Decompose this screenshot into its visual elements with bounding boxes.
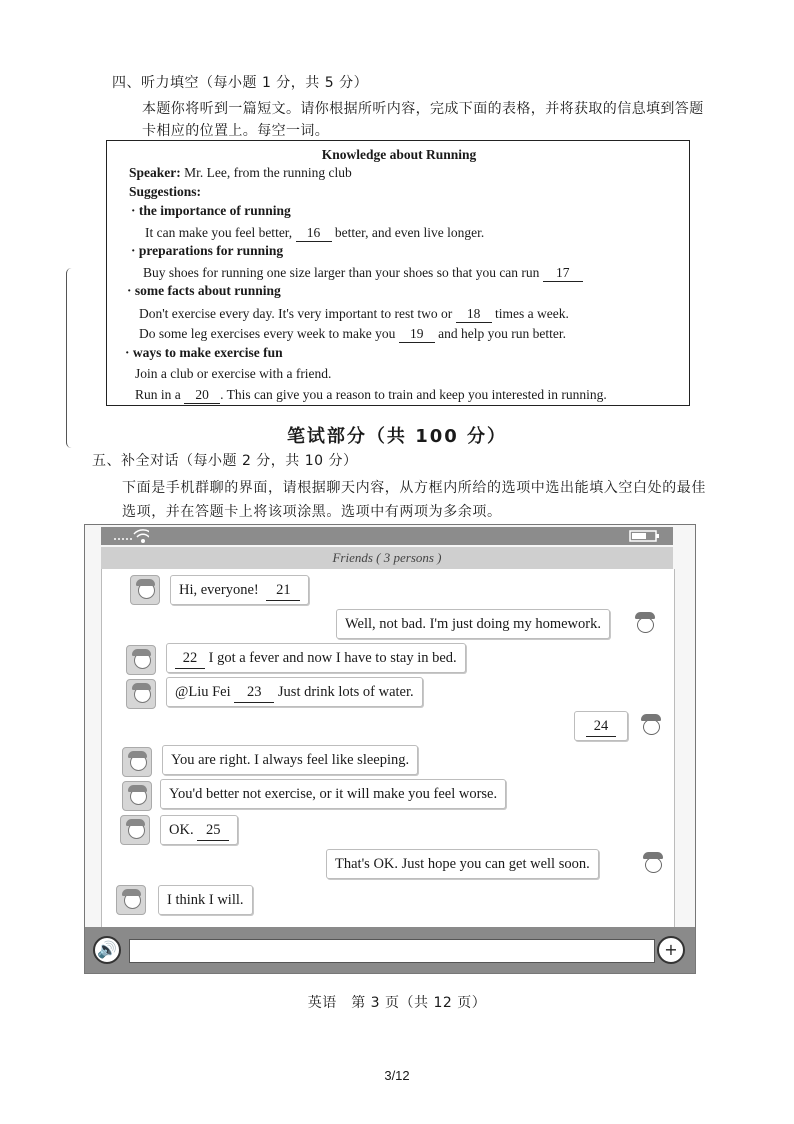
line-16: [145, 225, 484, 242]
page-indicator: 3/12: [384, 1068, 410, 1083]
avatar-icon: [116, 885, 146, 915]
chat-blank-22: 22: [175, 648, 205, 669]
line-20-text-a: Run in a: [135, 387, 181, 402]
chat-area: [101, 569, 675, 927]
line-19-text-b: and help you run better.: [438, 326, 567, 341]
line-18: [139, 306, 569, 323]
line-19-text-a: Do some leg exercises every week to make you: [139, 326, 396, 341]
line-18-text-b: times a week.: [495, 306, 569, 321]
heading-importance: · the importance of running: [131, 203, 291, 218]
written-part-heading: 笔试部分（共 100 分）: [286, 426, 508, 447]
chat-message-5: [574, 711, 628, 741]
chat-message-8-text: OK.: [169, 822, 194, 838]
chat-message-10: I think I will.: [158, 885, 253, 915]
section4-title: 四、听力填空（每小题 1 分，共 5 分）: [112, 75, 369, 91]
plus-icon: +: [657, 936, 685, 964]
heading-ways: · ways to make exercise fun: [125, 345, 283, 360]
message-input: [129, 939, 655, 963]
section5-instruction-text: 下面是手机群聊的界面，请根据聊天内容，从方框内所给的选项中选出能填入空白处的最佳选项，并在答题卡上将该项涂黑。选项中有两项为多余项。: [122, 480, 706, 520]
line-join: Join a club or exercise with a friend.: [135, 366, 332, 381]
chat-message-9: That's OK. Just hope you can get well soon.: [326, 849, 599, 879]
blank-16: 16: [296, 225, 332, 242]
avatar-icon: [642, 851, 664, 877]
line-19: [139, 326, 566, 343]
line-17: [143, 265, 583, 282]
chat-message-4-text: Just drink lots of water.: [277, 684, 414, 700]
voice-icon: 🔊: [93, 936, 121, 964]
chat-message-3: [166, 643, 466, 673]
knowledge-box: [106, 140, 690, 406]
avatar-icon: [126, 645, 156, 675]
chat-message-1-text: Hi, everyone!: [179, 582, 259, 598]
phone-chat-screen: [84, 524, 696, 974]
battery-icon: [629, 529, 661, 543]
pen-mark: [66, 268, 77, 448]
speaker-label: Speaker:: [129, 165, 181, 180]
suggestions-label: Suggestions:: [129, 184, 202, 199]
blank-18: 18: [456, 306, 492, 323]
chat-blank-25: 25: [197, 820, 229, 841]
chat-message-7: You'd better not exercise, or it will make you feel worse.: [160, 779, 506, 809]
avatar-icon: [126, 679, 156, 709]
chat-header: Friends ( 3 persons ): [101, 547, 673, 570]
avatar-icon: [130, 575, 160, 605]
heading-preparations: · preparations for running: [131, 243, 284, 258]
line-16-text-b: better, and even live longer.: [334, 225, 485, 240]
blank-19: 19: [399, 326, 435, 343]
page-footer: 英语 第 3 页（共 12 页）: [307, 995, 487, 1011]
chat-input-bar: [85, 927, 695, 973]
line-16-text-a: It can make you feel better,: [145, 225, 293, 240]
line-20-text-b: . This can give you a reason to train and keep you interested in running.: [220, 387, 607, 402]
avatar-icon: [122, 781, 152, 811]
avatar-icon: [640, 713, 662, 739]
status-bar: [101, 527, 673, 545]
avatar-icon: [122, 747, 152, 777]
heading-facts: · some facts about running: [127, 283, 281, 298]
chat-message-4-mention: @Liu Fei: [175, 684, 231, 700]
section4-instruction-text: 本题你将听到一篇短文。请你根据所听内容，完成下面的表格，并将获取的信息填到答题卡相应的位置上。每空一词。: [142, 101, 704, 139]
line-17-text: Buy shoes for running one size larger than your shoes so that you can run: [143, 265, 540, 280]
chat-message-2: Well, not bad. I'm just doing my homework.: [336, 609, 610, 639]
avatar-icon: [120, 815, 150, 845]
speaker-value: Mr. Lee, from the running club: [184, 165, 352, 180]
blank-20: 20: [184, 387, 220, 404]
chat-message-1: [170, 575, 309, 605]
section4-instruction: [112, 98, 712, 142]
section5-title: 五、补全对话（每小题 2 分，共 10 分）: [92, 453, 358, 469]
line-18-text-a: Don't exercise every day. It's very important to rest two or: [139, 306, 453, 321]
speaker-line: [129, 165, 352, 181]
chat-blank-24: 24: [586, 716, 616, 737]
chat-message-8: [160, 815, 238, 845]
chat-message-3-text: I got a fever and now I have to stay in bed.: [208, 650, 457, 666]
wifi-icon: [109, 527, 149, 545]
section5-instruction: [92, 476, 712, 524]
chat-message-4: [166, 677, 423, 707]
line-20: [135, 387, 607, 404]
chat-blank-21: 21: [266, 580, 300, 601]
box-title: Knowledge about Running: [321, 147, 477, 162]
blank-17: 17: [543, 265, 583, 282]
chat-blank-23: 23: [234, 682, 274, 703]
chat-message-6: You are right. I always feel like sleeping.: [162, 745, 418, 775]
avatar-icon: [634, 611, 656, 637]
